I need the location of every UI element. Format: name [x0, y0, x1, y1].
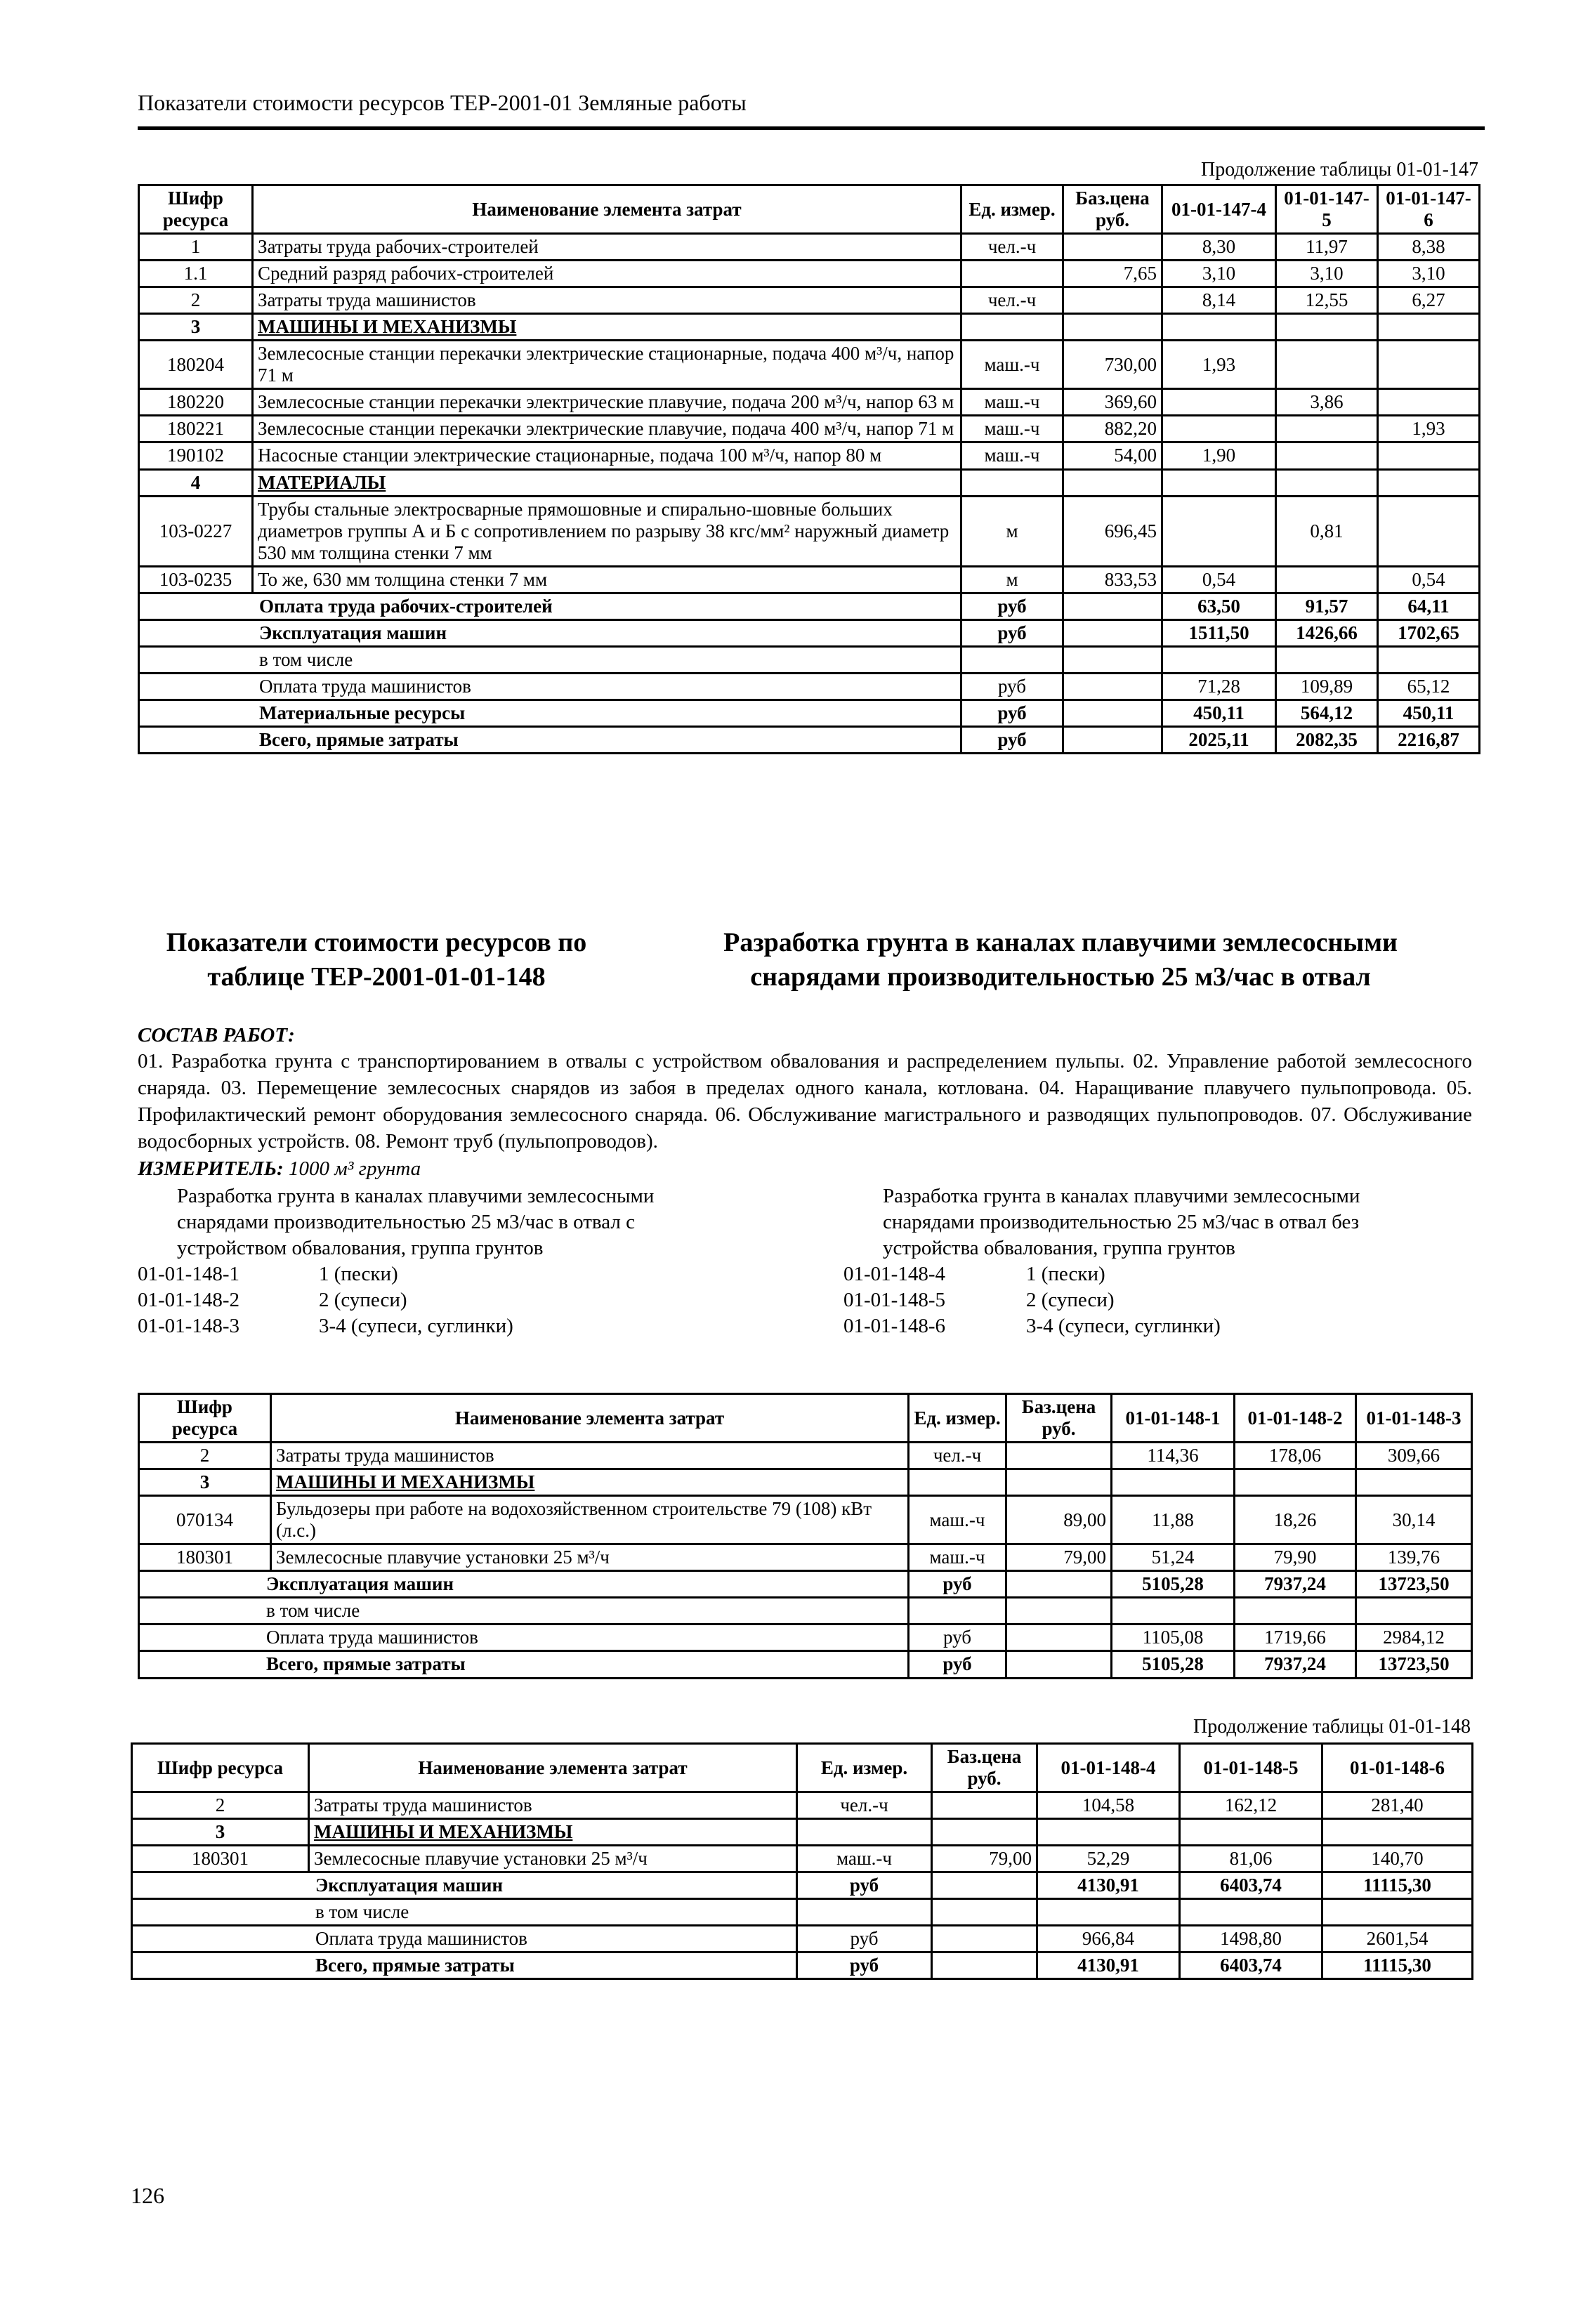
- row-value: 564,12: [1276, 700, 1378, 726]
- table-row: [139, 389, 1480, 416]
- row-value: [1162, 389, 1276, 416]
- row-price: [1063, 314, 1162, 341]
- row-unit: руб: [961, 593, 1063, 619]
- row-unit: чел.-ч: [961, 287, 1063, 314]
- row-value: 11115,30: [1322, 1872, 1473, 1899]
- row-name: Эксплуатация машин: [132, 1872, 797, 1899]
- row-value: [1378, 469, 1480, 496]
- row-code: 1.1: [139, 261, 253, 287]
- row-code: 180301: [139, 1544, 271, 1571]
- row-value: [1322, 1899, 1473, 1926]
- options-left-heading: Разработка грунта в каналах плавучими землесосными снарядами производительностью 25 м3/час в отвал с устройством обвалования, группа грунтов: [177, 1185, 655, 1259]
- row-value: [1276, 341, 1378, 389]
- row-value: 2601,54: [1322, 1926, 1473, 1952]
- row-value: 0,54: [1378, 566, 1480, 593]
- row-value: 91,57: [1276, 593, 1378, 619]
- row-value: 64,11: [1378, 593, 1480, 619]
- row-value: [1378, 496, 1480, 566]
- row-value: 109,89: [1276, 673, 1378, 700]
- row-value: [1378, 314, 1480, 341]
- header-name: Наименование элемента затрат: [253, 185, 961, 234]
- table1-caption: Продолжение таблицы 01-01-147: [1200, 159, 1478, 180]
- row-price: [1063, 287, 1162, 314]
- option-desc: 2 (супеси): [319, 1289, 407, 1311]
- row-unit: руб: [797, 1952, 932, 1979]
- meter-label: ИЗМЕРИТЕЛЬ:: [138, 1157, 284, 1180]
- table-row: [139, 646, 1480, 673]
- table-row: [139, 287, 1480, 314]
- header-col-c: 01-01-148-3: [1356, 1394, 1472, 1443]
- header-col-b: 01-01-147-5: [1276, 185, 1378, 234]
- row-value: 1511,50: [1162, 619, 1276, 646]
- header-col-a: 01-01-148-1: [1112, 1394, 1235, 1443]
- header-price: Баз.цена руб.: [1063, 185, 1162, 234]
- row-price: [932, 1952, 1037, 1979]
- table-row: [139, 1544, 1472, 1571]
- table-01-01-148-b: [131, 1742, 1473, 1980]
- row-code: 3: [139, 1469, 271, 1496]
- row-unit: маш.-ч: [961, 341, 1063, 389]
- header-unit: Ед. измер.: [961, 185, 1063, 234]
- running-header: Показатели стоимости ресурсов ТЕР-2001-01 Земляные работы: [138, 90, 747, 115]
- row-value: 139,76: [1356, 1544, 1472, 1571]
- row-unit: [909, 1469, 1006, 1496]
- row-value: 450,11: [1162, 700, 1276, 726]
- row-value: 5105,28: [1112, 1651, 1235, 1678]
- row-value: 11,97: [1276, 234, 1378, 261]
- row-name: Оплата труда машинистов: [132, 1926, 797, 1952]
- header-col-b: 01-01-148-2: [1235, 1394, 1356, 1443]
- meter-line: [138, 1155, 421, 1182]
- row-value: 3,86: [1276, 389, 1378, 416]
- row-value: 7937,24: [1235, 1651, 1356, 1678]
- row-name: МАШИНЫ И МЕХАНИЗМЫ: [309, 1819, 797, 1846]
- table-row: [139, 1571, 1472, 1598]
- row-unit: маш.-ч: [961, 416, 1063, 442]
- row-code: 2: [139, 287, 253, 314]
- row-name: Землесосные станции перекачки электрические плавучие, подача 400 м³/ч, напор 71 м: [253, 416, 961, 442]
- header-row: [132, 1744, 1473, 1792]
- row-unit: м: [961, 496, 1063, 566]
- row-price: 79,00: [1006, 1544, 1112, 1571]
- row-value: 281,40: [1322, 1792, 1473, 1819]
- header-unit: Ед. измер.: [909, 1394, 1006, 1443]
- option-desc: 3-4 (супеси, суглинки): [319, 1315, 513, 1337]
- row-value: [1276, 469, 1378, 496]
- header-code: Шифр ресурса: [139, 185, 253, 234]
- row-code: 180204: [139, 341, 253, 389]
- header-col-c: 01-01-147-6: [1378, 185, 1480, 234]
- row-value: [1378, 341, 1480, 389]
- row-unit: чел.-ч: [797, 1792, 932, 1819]
- row-code: 103-0227: [139, 496, 253, 566]
- table-row: [139, 314, 1480, 341]
- header-code: Шифр ресурса: [132, 1744, 309, 1792]
- row-value: 18,26: [1235, 1496, 1356, 1544]
- row-price: [1006, 1469, 1112, 1496]
- row-value: [1162, 469, 1276, 496]
- row-unit: маш.-ч: [797, 1846, 932, 1872]
- row-name: МАШИНЫ И МЕХАНИЗМЫ: [253, 314, 961, 341]
- table-row: [139, 593, 1480, 619]
- row-value: [1276, 442, 1378, 469]
- row-value: 5105,28: [1112, 1571, 1235, 1598]
- row-name: в том числе: [139, 1598, 909, 1624]
- table-01-01-148-a: [138, 1393, 1473, 1679]
- row-value: [1180, 1819, 1322, 1846]
- row-price: [1063, 700, 1162, 726]
- option-desc: 1 (пески): [319, 1263, 398, 1285]
- row-value: 63,50: [1162, 593, 1276, 619]
- row-value: [1162, 416, 1276, 442]
- row-name: Бульдозеры при работе на водохозяйственном строительстве 79 (108) кВт (л.с.): [271, 1496, 909, 1544]
- row-name: Затраты труда машинистов: [309, 1792, 797, 1819]
- row-name: Оплата труда машинистов: [139, 1624, 909, 1651]
- header-price: Баз.цена руб.: [932, 1744, 1037, 1792]
- row-price: [1063, 469, 1162, 496]
- row-unit: руб: [909, 1624, 1006, 1651]
- row-price: 833,53: [1063, 566, 1162, 593]
- row-name: Затраты труда машинистов: [253, 287, 961, 314]
- table-row: [132, 1899, 1473, 1926]
- row-unit: руб: [797, 1872, 932, 1899]
- row-unit: маш.-ч: [961, 442, 1063, 469]
- row-unit: [961, 314, 1063, 341]
- row-name: Затраты труда машинистов: [271, 1443, 909, 1469]
- header-col-b: 01-01-148-5: [1180, 1744, 1322, 1792]
- table-row: [139, 1624, 1472, 1651]
- row-value: 2025,11: [1162, 726, 1276, 753]
- row-price: 696,45: [1063, 496, 1162, 566]
- row-price: [1006, 1443, 1112, 1469]
- row-value: [1037, 1819, 1180, 1846]
- row-price: [932, 1926, 1037, 1952]
- header-col-a: 01-01-148-4: [1037, 1744, 1180, 1792]
- row-value: 3,10: [1378, 261, 1480, 287]
- row-price: 730,00: [1063, 341, 1162, 389]
- row-value: 1702,65: [1378, 619, 1480, 646]
- row-price: 54,00: [1063, 442, 1162, 469]
- row-value: [1378, 646, 1480, 673]
- row-price: 369,60: [1063, 389, 1162, 416]
- row-value: 52,29: [1037, 1846, 1180, 1872]
- table-row: [139, 496, 1480, 566]
- row-code: 1: [139, 234, 253, 261]
- table-row: [139, 619, 1480, 646]
- table-row: [139, 416, 1480, 442]
- work-composition-label: СОСТАВ РАБОТ:: [138, 1024, 295, 1046]
- row-value: [1276, 566, 1378, 593]
- option-desc: 1 (пески): [1026, 1263, 1105, 1285]
- row-price: [1006, 1598, 1112, 1624]
- row-value: 1719,66: [1235, 1624, 1356, 1651]
- header-name: Наименование элемента затрат: [309, 1744, 797, 1792]
- row-value: 104,58: [1037, 1792, 1180, 1819]
- table-row: [139, 566, 1480, 593]
- row-value: 966,84: [1037, 1926, 1180, 1952]
- row-value: 4130,91: [1037, 1952, 1180, 1979]
- table-row: [132, 1952, 1473, 1979]
- row-value: 162,12: [1180, 1792, 1322, 1819]
- row-value: 2082,35: [1276, 726, 1378, 753]
- row-value: [1378, 442, 1480, 469]
- row-unit: руб: [797, 1926, 932, 1952]
- row-unit: чел.-ч: [961, 234, 1063, 261]
- header-col-a: 01-01-147-4: [1162, 185, 1276, 234]
- table-row: [132, 1926, 1473, 1952]
- header-name: Наименование элемента затрат: [271, 1394, 909, 1443]
- table3-caption: Продолжение таблицы 01-01-148: [1193, 1716, 1471, 1738]
- row-name: МАШИНЫ И МЕХАНИЗМЫ: [271, 1469, 909, 1496]
- row-price: [932, 1899, 1037, 1926]
- row-name: Затраты труда рабочих-строителей: [253, 234, 961, 261]
- row-value: 11,88: [1112, 1496, 1235, 1544]
- row-value: [1276, 314, 1378, 341]
- option-code: 01-01-148-1: [138, 1263, 239, 1285]
- row-unit: руб: [961, 673, 1063, 700]
- row-price: [1063, 646, 1162, 673]
- row-name: Всего, прямые затраты: [139, 726, 961, 753]
- row-name: Насосные станции электрические стационарные, подача 100 м³/ч, напор 80 м: [253, 442, 961, 469]
- row-value: 30,14: [1356, 1496, 1472, 1544]
- row-price: [1063, 234, 1162, 261]
- row-value: [1112, 1598, 1235, 1624]
- row-value: 8,30: [1162, 234, 1276, 261]
- options-left-list: [138, 1261, 513, 1339]
- option-code: 01-01-148-4: [843, 1263, 945, 1285]
- row-value: 11115,30: [1322, 1952, 1473, 1979]
- row-name: в том числе: [132, 1899, 797, 1926]
- row-value: [1037, 1899, 1180, 1926]
- row-code: 180301: [132, 1846, 309, 1872]
- table-row: [139, 261, 1480, 287]
- table-row: [139, 442, 1480, 469]
- row-value: 2984,12: [1356, 1624, 1472, 1651]
- option-desc: 2 (супеси): [1026, 1289, 1115, 1311]
- row-value: 114,36: [1112, 1443, 1235, 1469]
- row-value: 140,70: [1322, 1846, 1473, 1872]
- row-value: 79,90: [1235, 1544, 1356, 1571]
- row-value: 12,55: [1276, 287, 1378, 314]
- row-name: Трубы стальные электросварные прямошовные и спирально-шовные больших диаметров группы А и Б с сопротивлением по разрыву 38 кгс/мм² наружный диаметр 530 мм толщина стенки 7 мм: [253, 496, 961, 566]
- row-price: [1063, 619, 1162, 646]
- row-value: [1162, 314, 1276, 341]
- row-name: Материальные ресурсы: [139, 700, 961, 726]
- row-value: 8,14: [1162, 287, 1276, 314]
- table-row: [139, 234, 1480, 261]
- row-code: 4: [139, 469, 253, 496]
- meter-value: 1000 м³ грунта: [288, 1157, 421, 1180]
- row-value: 178,06: [1235, 1443, 1356, 1469]
- table-row: [139, 1469, 1472, 1496]
- row-price: [932, 1819, 1037, 1846]
- row-name: Эксплуатация машин: [139, 619, 961, 646]
- row-value: 13723,50: [1356, 1651, 1472, 1678]
- row-unit: [797, 1899, 932, 1926]
- row-name: То же, 630 мм толщина стенки 7 мм: [253, 566, 961, 593]
- row-value: [1356, 1598, 1472, 1624]
- row-name: Землесосные плавучие установки 25 м³/ч: [271, 1544, 909, 1571]
- row-value: 1426,66: [1276, 619, 1378, 646]
- row-name: Землесосные плавучие установки 25 м³/ч: [309, 1846, 797, 1872]
- row-unit: маш.-ч: [909, 1496, 1006, 1544]
- row-unit: [961, 261, 1063, 287]
- row-value: 1,93: [1378, 416, 1480, 442]
- row-unit: маш.-ч: [909, 1544, 1006, 1571]
- row-code: 2: [132, 1792, 309, 1819]
- row-name: Всего, прямые затраты: [132, 1952, 797, 1979]
- row-value: 51,24: [1112, 1544, 1235, 1571]
- row-value: 6403,74: [1180, 1952, 1322, 1979]
- row-unit: руб: [961, 619, 1063, 646]
- row-name: Землесосные станции перекачки электрические плавучие, подача 200 м³/ч, напор 63 м: [253, 389, 961, 416]
- row-price: [1006, 1571, 1112, 1598]
- row-unit: [909, 1598, 1006, 1624]
- row-unit: маш.-ч: [961, 389, 1063, 416]
- row-value: 450,11: [1378, 700, 1480, 726]
- row-value: [1322, 1819, 1473, 1846]
- row-value: 13723,50: [1356, 1571, 1472, 1598]
- table-row: [132, 1819, 1473, 1846]
- row-code: 3: [139, 314, 253, 341]
- row-code: 190102: [139, 442, 253, 469]
- row-price: 882,20: [1063, 416, 1162, 442]
- row-value: 6403,74: [1180, 1872, 1322, 1899]
- row-code: 2: [139, 1443, 271, 1469]
- row-value: 3,10: [1162, 261, 1276, 287]
- table-01-01-147: [138, 184, 1480, 754]
- table-row: [132, 1846, 1473, 1872]
- row-unit: руб: [961, 700, 1063, 726]
- row-price: 7,65: [1063, 261, 1162, 287]
- row-value: 1,90: [1162, 442, 1276, 469]
- header-rule: [138, 126, 1485, 130]
- option-code: 01-01-148-2: [138, 1289, 239, 1311]
- row-unit: [961, 469, 1063, 496]
- row-name: Оплата труда машинистов: [139, 673, 961, 700]
- table-row: [132, 1792, 1473, 1819]
- row-value: [1162, 496, 1276, 566]
- header-row: [139, 1394, 1472, 1443]
- row-price: 89,00: [1006, 1496, 1112, 1544]
- page-number: 126: [131, 2183, 164, 2208]
- table-row: [139, 1443, 1472, 1469]
- row-value: [1235, 1469, 1356, 1496]
- row-value: 309,66: [1356, 1443, 1472, 1469]
- row-value: [1378, 389, 1480, 416]
- table-row: [132, 1872, 1473, 1899]
- row-name: Всего, прямые затраты: [139, 1651, 909, 1678]
- header-code: Шифр ресурса: [139, 1394, 271, 1443]
- row-price: 79,00: [932, 1846, 1037, 1872]
- row-value: 65,12: [1378, 673, 1480, 700]
- row-price: [1006, 1624, 1112, 1651]
- row-unit: чел.-ч: [909, 1443, 1006, 1469]
- row-name: Землесосные станции перекачки электрические стационарные, подача 400 м³/ч, напор 71 м: [253, 341, 961, 389]
- row-value: 1105,08: [1112, 1624, 1235, 1651]
- row-value: [1276, 646, 1378, 673]
- row-unit: руб: [961, 726, 1063, 753]
- row-value: [1112, 1469, 1235, 1496]
- option-code: 01-01-148-3: [138, 1315, 239, 1337]
- row-value: 2216,87: [1378, 726, 1480, 753]
- row-value: 1,93: [1162, 341, 1276, 389]
- row-code: 103-0235: [139, 566, 253, 593]
- row-value: [1235, 1598, 1356, 1624]
- header-price: Баз.цена руб.: [1006, 1394, 1112, 1443]
- row-value: [1276, 416, 1378, 442]
- table-row: [139, 726, 1480, 753]
- row-unit: м: [961, 566, 1063, 593]
- row-value: 3,10: [1276, 261, 1378, 287]
- section-title-left: Показатели стоимости ресурсов по таблице ТЕР-2001-01-01-148: [166, 928, 587, 992]
- row-price: [1063, 673, 1162, 700]
- row-value: [1180, 1899, 1322, 1926]
- header-col-c: 01-01-148-6: [1322, 1744, 1473, 1792]
- row-price: [1063, 593, 1162, 619]
- table-row: [139, 700, 1480, 726]
- header-row: [139, 185, 1480, 234]
- row-value: [1162, 646, 1276, 673]
- row-code: 070134: [139, 1496, 271, 1544]
- row-code: 180221: [139, 416, 253, 442]
- option-desc: 3-4 (супеси, суглинки): [1026, 1315, 1221, 1337]
- option-code: 01-01-148-6: [843, 1315, 945, 1337]
- row-value: 4130,91: [1037, 1872, 1180, 1899]
- row-price: [932, 1872, 1037, 1899]
- option-code: 01-01-148-5: [843, 1289, 945, 1311]
- table-row: [139, 1598, 1472, 1624]
- row-value: 1498,80: [1180, 1926, 1322, 1952]
- row-name: Оплата труда рабочих-строителей: [139, 593, 961, 619]
- row-unit: руб: [909, 1651, 1006, 1678]
- row-price: [932, 1792, 1037, 1819]
- row-value: [1356, 1469, 1472, 1496]
- row-value: 71,28: [1162, 673, 1276, 700]
- row-unit: [797, 1819, 932, 1846]
- row-value: 8,38: [1378, 234, 1480, 261]
- table-row: [139, 1651, 1472, 1678]
- row-value: 7937,24: [1235, 1571, 1356, 1598]
- row-unit: [961, 646, 1063, 673]
- row-value: 81,06: [1180, 1846, 1322, 1872]
- row-value: 0,81: [1276, 496, 1378, 566]
- header-unit: Ед. измер.: [797, 1744, 932, 1792]
- row-value: 0,54: [1162, 566, 1276, 593]
- table-row: [139, 673, 1480, 700]
- section-title-right: Разработка грунта в каналах плавучими землесосными снарядами производительностью 25 м3/час в отвал: [723, 928, 1398, 992]
- options-right-list: [843, 1261, 1221, 1339]
- table-row: [139, 1496, 1472, 1544]
- work-composition-text: 01. Разработка грунта с транспортированием в отвалы с устройством обвалования и распределением пульпы. 02. Управление работой землесосного снаряда. 03. Перемещение землесосных снарядов из забоя в пределах одного канала, котлована. 04. Наращивание плавучего пульпопровода. 05. Профилактический ремонт оборудования землесосного снаряда. 06. Обслуживание магистрального и разводящих пульпопроводов. 07. Обслуживание водосборных устройств. 08. Ремонт труб (пульпопроводов).: [138, 1050, 1472, 1153]
- row-name: Средний разряд рабочих-строителей: [253, 261, 961, 287]
- row-code: 180220: [139, 389, 253, 416]
- row-price: [1063, 726, 1162, 753]
- row-name: Эксплуатация машин: [139, 1571, 909, 1598]
- row-code: 3: [132, 1819, 309, 1846]
- row-name: в том числе: [139, 646, 961, 673]
- row-unit: руб: [909, 1571, 1006, 1598]
- row-name: МАТЕРИАЛЫ: [253, 469, 961, 496]
- row-value: 6,27: [1378, 287, 1480, 314]
- table-row: [139, 341, 1480, 389]
- table-row: [139, 469, 1480, 496]
- options-right-heading: Разработка грунта в каналах плавучими землесосными снарядами производительностью 25 м3/час в отвал без устройства обвалования, группа грунтов: [883, 1185, 1360, 1259]
- row-price: [1006, 1651, 1112, 1678]
